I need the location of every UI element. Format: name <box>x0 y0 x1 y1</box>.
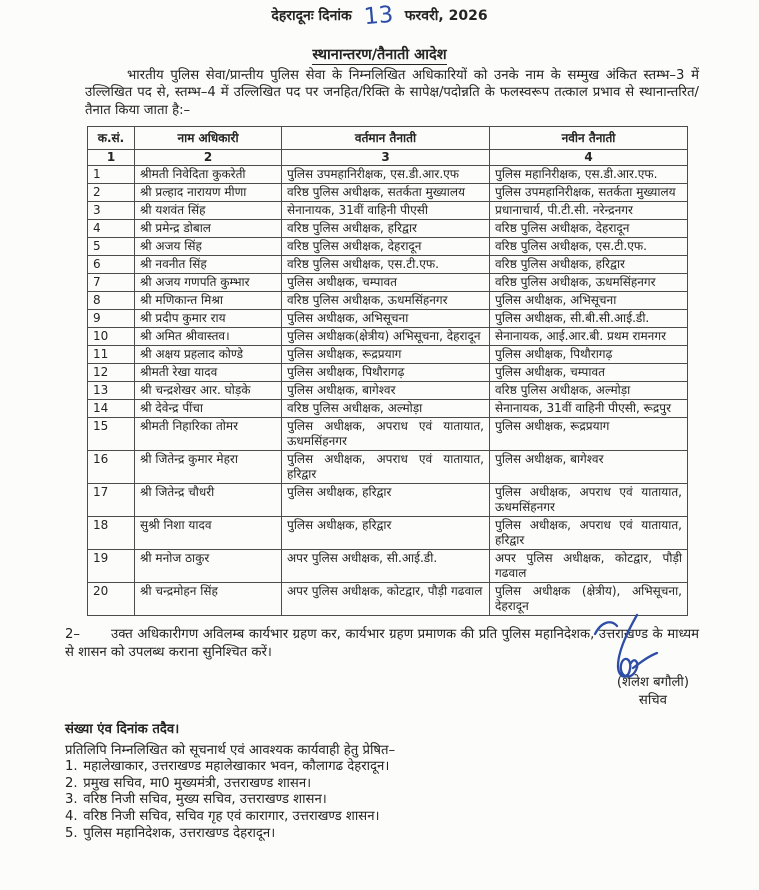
table-row <box>88 202 688 220</box>
row-serial: 2 <box>88 184 135 202</box>
officer-name: श्री अक्षय प्रहलाद कोण्डे <box>135 346 282 364</box>
row-serial: 4 <box>88 220 135 238</box>
officer-name: श्री चन्द्रमोहन सिंह <box>135 583 282 616</box>
copy-list-item <box>65 809 759 826</box>
table-row <box>88 166 688 184</box>
copy-item-number: 5. <box>65 825 78 841</box>
handwritten-day: 13 <box>362 1 394 31</box>
current-posting: पुलिस अधीक्षक, पिथौरागढ़ <box>282 364 490 382</box>
copy-item-number: 1. <box>65 758 78 774</box>
signatory-block <box>617 674 689 710</box>
col-header-new: नवीन तैनाती <box>490 127 688 150</box>
current-posting: पुलिस अधीक्षक, हरिद्वार <box>282 517 490 550</box>
paragraph-number: 2– <box>65 627 80 643</box>
table-row <box>88 382 688 400</box>
signatory-title: सचिव <box>638 692 667 708</box>
current-posting: पुलिस उपमहानिरीक्षक, एस.डी.आर.एफ <box>282 166 490 184</box>
copy-line: प्रतिलिपि निम्नलिखित को सूचनार्थ एवं आवश्यक कार्यवाही हेतु प्रेषित– <box>65 742 396 758</box>
copy-item-number: 4. <box>65 809 78 825</box>
current-posting: पुलिस अधीक्षक, बागेश्वर <box>282 382 490 400</box>
table-row <box>88 292 688 310</box>
officer-name: श्री नवनीत सिंह <box>135 256 282 274</box>
new-posting: पुलिस अधीक्षक, अपराध एवं यातायात, हरिद्वार <box>490 517 688 550</box>
officer-name: श्री मणिकान्त मिश्रा <box>135 292 282 310</box>
officer-name: श्री यशवंत सिंह <box>135 202 282 220</box>
date-suffix: फरवरी, 2026 <box>404 8 488 24</box>
copy-item-number: 3. <box>65 792 78 808</box>
row-serial: 1 <box>88 166 135 184</box>
row-serial: 18 <box>88 517 135 550</box>
row-serial: 15 <box>88 418 135 451</box>
order-title <box>0 44 759 64</box>
new-posting: पुलिस अधीक्षक, रूद्रप्रयाग <box>490 418 688 451</box>
new-posting: वरिष्ठ पुलिस अधीक्षक, हरिद्वार <box>490 256 688 274</box>
new-posting: प्रधानाचार्य, पी.टी.सी. नरेन्द्रनगर <box>490 202 688 220</box>
new-posting: अपर पुलिस अधीक्षक, कोटद्वार, पौड़ी गढवाल <box>490 550 688 583</box>
copy-item-text: वरिष्ठ निजी सचिव, सचिव गृह एवं कारागार, उत्तराखण्ड शासन। <box>79 809 380 825</box>
new-posting: पुलिस उपमहानिरीक्षक, सतर्कता मुख्यालय <box>490 184 688 202</box>
col-header-name: नाम अधिकारी <box>135 127 282 150</box>
current-posting: वरिष्ठ पुलिस अधीक्षक, ऊधमसिंहनगर <box>282 292 490 310</box>
current-posting: पुलिस अधीक्षक, अपराध एवं यातायात, ऊधमसिंहनगर <box>282 418 490 451</box>
col-number-1: 1 <box>88 150 135 166</box>
officer-name: श्री प्रदीप कुमार राय <box>135 310 282 328</box>
current-posting: वरिष्ठ पुलिस अधीक्षक, हरिद्वार <box>282 220 490 238</box>
row-serial: 14 <box>88 400 135 418</box>
closing-paragraph-text: उक्त अधिकारीगण अविलम्ब कार्यभार ग्रहण कर, कार्यभार ग्रहण प्रमाणक की प्रति पुलिस महानिदेशक, उत्तराखण्ड के माध्यम से शासन को उपलब्ध कराना सुनिश्चित करें। <box>65 627 699 660</box>
row-serial: 12 <box>88 364 135 382</box>
row-serial: 7 <box>88 274 135 292</box>
officer-name: श्री अमित श्रीवास्तव। <box>135 328 282 346</box>
new-posting: वरिष्ठ पुलिस अधीक्षक, एस.टी.एफ. <box>490 238 688 256</box>
current-posting: वरिष्ठ पुलिस अधीक्षक, अल्मोड़ा <box>282 400 490 418</box>
current-posting: पुलिस अधीक्षक, अपराध एवं यातायात, हरिद्वार <box>282 451 490 484</box>
current-posting: सेनानायक, 31वीं वाहिनी पीएसी <box>282 202 490 220</box>
copy-item-text: प्रमुख सचिव, मा0 मुख्यमंत्री, उत्तराखण्ड शासन। <box>79 775 312 791</box>
officer-name: श्री जितेन्द्र चौधरी <box>135 484 282 517</box>
new-posting: सेनानायक, 31वीं वाहिनी पीएसी, रूद्रपुर <box>490 400 688 418</box>
current-posting: अपर पुलिस अधीक्षक, सी.आई.डी. <box>282 550 490 583</box>
closing-paragraph-wrap <box>65 626 699 661</box>
table-row <box>88 220 688 238</box>
new-posting: वरिष्ठ पुलिस अधीक्षक, अल्मोड़ा <box>490 382 688 400</box>
new-posting: पुलिस अधीक्षक (क्षेत्रीय), अभिसूचना, देहरादून <box>490 583 688 616</box>
transfer-table-head <box>88 127 688 166</box>
current-posting: अपर पुलिस अधीक्षक, कोटद्वार, पौड़ी गढवाल <box>282 583 490 616</box>
table-row <box>88 184 688 202</box>
officer-name: श्री चन्द्रशेखर आर. घोड़के <box>135 382 282 400</box>
officer-name: श्री मनोज ठाकुर <box>135 550 282 583</box>
new-posting: पुलिस अधीक्षक, अपराध एवं यातायात, ऊधमसिंहनगर <box>490 484 688 517</box>
row-serial: 16 <box>88 451 135 484</box>
date-prefix: देहरादूनः दिनांक <box>271 8 352 24</box>
current-posting: पुलिस अधीक्षक, चम्पावत <box>282 274 490 292</box>
copy-item-text: पुलिस महानिदेशक, उत्तराखण्ड देहरादून। <box>79 825 276 841</box>
number-date-line: संख्या एंव दिनांक तदैव। <box>65 721 180 737</box>
table-row <box>88 256 688 274</box>
current-posting: वरिष्ठ पुलिस अधीक्षक, एस.टी.एफ. <box>282 256 490 274</box>
col-number-3: 3 <box>282 150 490 166</box>
officer-name: श्रीमती निवेदिता कुकरेती <box>135 166 282 184</box>
copy-item-text: महालेखाकार, उत्तराखण्ड महालेखाकार भवन, कौलागढ देहरादून। <box>79 758 390 774</box>
row-serial: 5 <box>88 238 135 256</box>
order-title-text: स्थानान्तरण/तैनाती आदेश <box>312 47 447 63</box>
new-posting: पुलिस अधीक्षक, पिथौरागढ़ <box>490 346 688 364</box>
officer-name: श्री प्रमेन्द्र डोबाल <box>135 220 282 238</box>
new-posting: पुलिस अधीक्षक, बागेश्वर <box>490 451 688 484</box>
date-line <box>0 1 759 32</box>
copy-item-text: वरिष्ठ निजी सचिव, मुख्य सचिव, उत्तराखण्ड शासन। <box>79 792 327 808</box>
table-row <box>88 517 688 550</box>
current-posting: पुलिस अधीक्षक(क्षेत्रीय) अभिसूचना, देहरादून <box>282 328 490 346</box>
transfer-table <box>87 126 688 616</box>
officer-name: सुश्री निशा यादव <box>135 517 282 550</box>
officer-name: श्री जितेन्द्र कुमार मेहरा <box>135 451 282 484</box>
col-header-serial: क.सं. <box>88 127 135 150</box>
table-row <box>88 484 688 517</box>
officer-name: श्री प्रल्हाद नारायण मीणा <box>135 184 282 202</box>
table-row <box>88 583 688 616</box>
copy-list <box>65 759 759 843</box>
copy-list-item <box>65 759 759 776</box>
signatory-block-outer <box>0 674 689 710</box>
table-row <box>88 400 688 418</box>
officer-name: श्री देवेन्द्र पींचा <box>135 400 282 418</box>
header-row <box>88 127 688 150</box>
row-serial: 6 <box>88 256 135 274</box>
copy-list-item <box>65 776 759 793</box>
col-number-4: 4 <box>490 150 688 166</box>
transfer-table-body <box>88 166 688 616</box>
table-row <box>88 418 688 451</box>
current-posting: वरिष्ठ पुलिस अधीक्षक, सतर्कता मुख्यालय <box>282 184 490 202</box>
col-number-2: 2 <box>135 150 282 166</box>
signatory-name: (शैलेश बगौली) <box>616 675 689 691</box>
current-posting: पुलिस अधीक्षक, रूद्रप्रयाग <box>282 346 490 364</box>
row-serial: 10 <box>88 328 135 346</box>
row-serial: 9 <box>88 310 135 328</box>
closing-paragraph <box>65 626 699 661</box>
current-posting: पुलिस अधीक्षक, हरिद्वार <box>282 484 490 517</box>
table-row <box>88 364 688 382</box>
table-row <box>88 328 688 346</box>
current-posting: वरिष्ठ पुलिस अधीक्षक, देहरादून <box>282 238 490 256</box>
column-number-row <box>88 150 688 166</box>
row-serial: 20 <box>88 583 135 616</box>
table-row <box>88 346 688 364</box>
row-serial: 11 <box>88 346 135 364</box>
row-serial: 3 <box>88 202 135 220</box>
copy-list-item <box>65 826 759 843</box>
copy-list-item <box>65 792 759 809</box>
officer-name: श्रीमती रेखा यादव <box>135 364 282 382</box>
new-posting: सेनानायक, आई.आर.बी. प्रथम रामनगर <box>490 328 688 346</box>
officer-name: श्री अजय सिंह <box>135 238 282 256</box>
new-posting: पुलिस अधीक्षक, सी.बी.सी.आई.डी. <box>490 310 688 328</box>
new-posting: पुलिस महानिरीक्षक, एस.डी.आर.एफ. <box>490 166 688 184</box>
table-row <box>88 310 688 328</box>
new-posting: वरिष्ठ पुलिस अधीक्षक, देहरादून <box>490 220 688 238</box>
new-posting: पुलिस अधीक्षक, अभिसूचना <box>490 292 688 310</box>
table-row <box>88 550 688 583</box>
copy-item-number: 2. <box>65 775 78 791</box>
officer-name: श्री अजय गणपति कुम्भार <box>135 274 282 292</box>
intro-paragraph: भारतीय पुलिस सेवा/प्रान्तीय पुलिस सेवा के निम्नलिखित अधिकारियों को उनके नाम के सम्मुख अंकित स्तम्भ–3 में उल्लिखित पद से, स्तम्भ–4 में उल्लिखित पद पर जनहित/रिक्ति के सापेक्ष/पदोन्नति के फलस्वरूप तत्काल प्रभाव से स्थानान्तरित/तैनात किया जाता है:– <box>85 68 699 118</box>
col-header-current: वर्तमान तैनाती <box>282 127 490 150</box>
table-row <box>88 274 688 292</box>
row-serial: 17 <box>88 484 135 517</box>
table-row <box>88 451 688 484</box>
new-posting: वरिष्ठ पुलिस अधीक्षक, ऊधमसिंहनगर <box>490 274 688 292</box>
row-serial: 8 <box>88 292 135 310</box>
current-posting: पुलिस अधीक्षक, अभिसूचना <box>282 310 490 328</box>
row-serial: 19 <box>88 550 135 583</box>
row-serial: 13 <box>88 382 135 400</box>
table-row <box>88 238 688 256</box>
new-posting: पुलिस अधीक्षक, चम्पावत <box>490 364 688 382</box>
officer-name: श्रीमती निहारिका तोमर <box>135 418 282 451</box>
